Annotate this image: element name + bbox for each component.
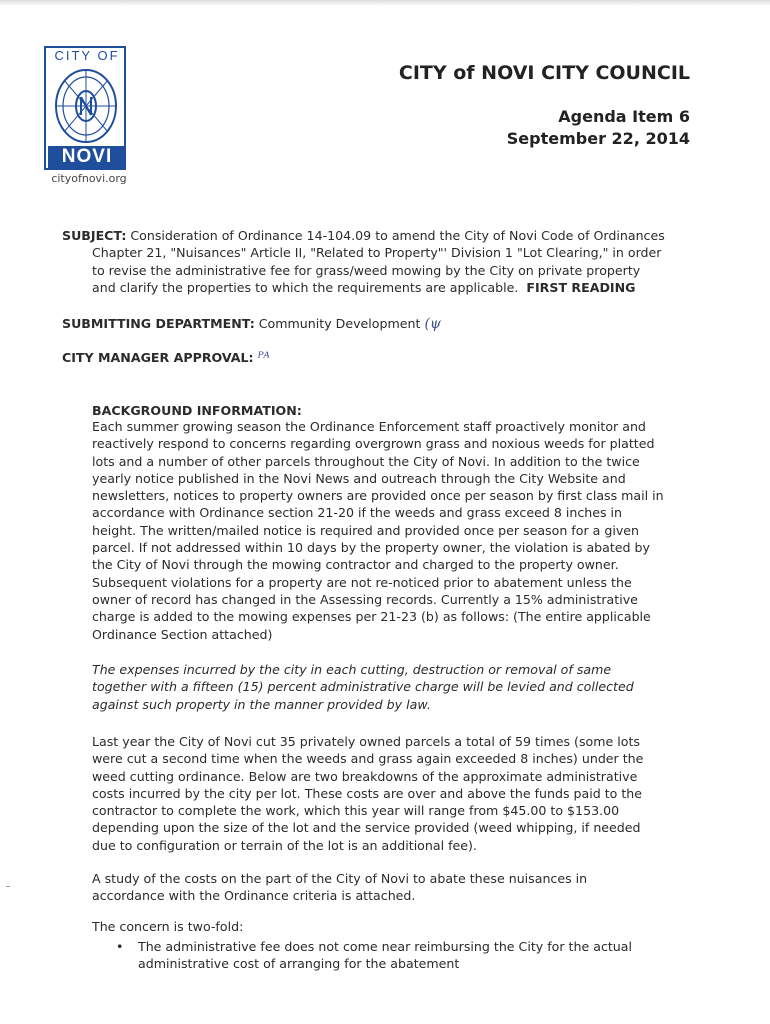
subject-line-4: and clarify the properties to which the requirements are applicable. — [92, 279, 519, 295]
p3-line: costs incurred by the city per lot. These costs are over and above the funds paid to the — [92, 785, 643, 801]
subject-label: SUBJECT: — [62, 228, 127, 243]
subject-line-3: to revise the administrative fee for grass/weed mowing by the City on private property — [92, 262, 641, 278]
p1-line: Ordinance Section attached) — [92, 626, 273, 642]
agenda-date: September 22, 2014 — [506, 129, 690, 148]
bullet-icon: • — [116, 939, 124, 954]
p1-line: the City of Novi through the mowing contractor and charged to the property owner. — [92, 557, 619, 573]
subject-section — [62, 227, 698, 296]
p1-line: reactively respond to concerns regarding overgrown grass and noxious weeds for platted — [92, 436, 655, 452]
bullet-line: administrative cost of arranging for the abatement — [138, 956, 460, 972]
background-heading: BACKGROUND INFORMATION: — [92, 403, 302, 418]
p1-line: charge is added to the mowing expenses per 21-23 (b) as follows: (The entire applicable — [92, 609, 651, 625]
manager-initials: ᴾᴬ — [257, 350, 270, 366]
background-paragraph-4 — [92, 870, 686, 905]
p1-line: Subsequent violations for a property are not re-noticed prior to abatement unless the — [92, 574, 632, 590]
city-logo — [44, 46, 130, 170]
quote-line: The expenses incurred by the city in each cutting, destruction or removal of same — [92, 662, 612, 677]
agenda-item: Agenda Item 6 — [558, 107, 690, 126]
p3-line: contractor to complete the work, which this year will range from $45.00 to $153.00 — [92, 803, 620, 819]
department-label: SUBMITTING DEPARTMENT: — [62, 316, 255, 331]
p1-line: owner of record has changed in the Assessing records. Currently a 15% administrative — [92, 591, 638, 607]
p3-line: due to configuration or terrain of the lot is an additional fee). — [92, 837, 477, 853]
p3-line: Last year the City of Novi cut 35 privately owned parcels a total of 59 times (some lots — [92, 734, 640, 749]
subject-line-4-wrap — [62, 279, 698, 296]
scan-edge — [0, 0, 770, 6]
p4-line: A study of the costs on the part of the City of Novi to abate these nuisances in — [92, 871, 588, 886]
department-initials: (ψ — [424, 316, 441, 332]
logo-emblem-icon — [52, 66, 120, 144]
reading-label: FIRST READING — [526, 279, 636, 295]
p3-line: were cut a second time when the weeds and grass again exceeded 8 inches) under the — [92, 751, 644, 767]
logo-frame — [44, 46, 126, 170]
council-title: CITY of NOVI CITY COUNCIL — [398, 62, 690, 84]
p1-line: newsletters, notices to property owners are provided once per season by first class mail in — [92, 488, 664, 504]
margin-mark — [6, 886, 10, 887]
concern-intro: The concern is two-fold: — [92, 919, 244, 934]
p1-line: lots and a number of other parcels throughout the City of Novi. In addition to the twice — [92, 453, 640, 469]
logo-website: cityofnovi.org — [51, 172, 127, 185]
logo-novi-text: NOVI — [48, 146, 126, 168]
quote-line: together with a fifteen (15) percent administrative charge will be levied and collected — [92, 679, 634, 695]
quote-line: against such property in the manner provided by law. — [92, 696, 431, 712]
bullet-line: The administrative fee does not come near reimbursing the City for the actual — [138, 939, 633, 954]
p3-line: weed cutting ordinance. Below are two breakdowns of the approximate administrative — [92, 768, 638, 784]
p1-line: height. The written/mailed notice is required and provided once per season for a given — [92, 522, 640, 538]
manager-approval — [62, 349, 270, 367]
concern-bullet-1 — [116, 938, 676, 973]
agenda-header — [507, 106, 690, 150]
p1-line: Each summer growing season the Ordinance Enforcement staff proactively monitor and — [92, 419, 646, 434]
logo-city-text: CITY OF — [54, 48, 120, 63]
department-value: Community Development — [258, 316, 421, 331]
p4-line: accordance with the Ordinance criteria is attached. — [92, 888, 416, 904]
subject-line-2: Chapter 21, "Nuisances" Article II, "Related to Property"' Division 1 "Lot Clearing," in order — [92, 245, 662, 261]
manager-label: CITY MANAGER APPROVAL: — [62, 350, 254, 365]
p1-line: parcel. If not addressed within 10 days by the property owner, the violation is abated by — [92, 540, 650, 556]
p1-line: yearly notice published in the Novi News and outreach through the City Website and — [92, 470, 626, 486]
p3-line: depending upon the size of the lot and the service provided (weed whipping, if needed — [92, 820, 641, 836]
background-paragraph-1 — [92, 418, 686, 643]
subject-line-1: Consideration of Ordinance 14-104.09 to amend the City of Novi Code of Ordinances — [130, 228, 665, 243]
background-paragraph-3 — [92, 733, 686, 854]
submitting-department — [62, 315, 441, 333]
p1-line: accordance with Ordinance section 21-20 if the weeds and grass exceed 8 inches in — [92, 505, 623, 521]
ordinance-quote — [92, 661, 686, 713]
